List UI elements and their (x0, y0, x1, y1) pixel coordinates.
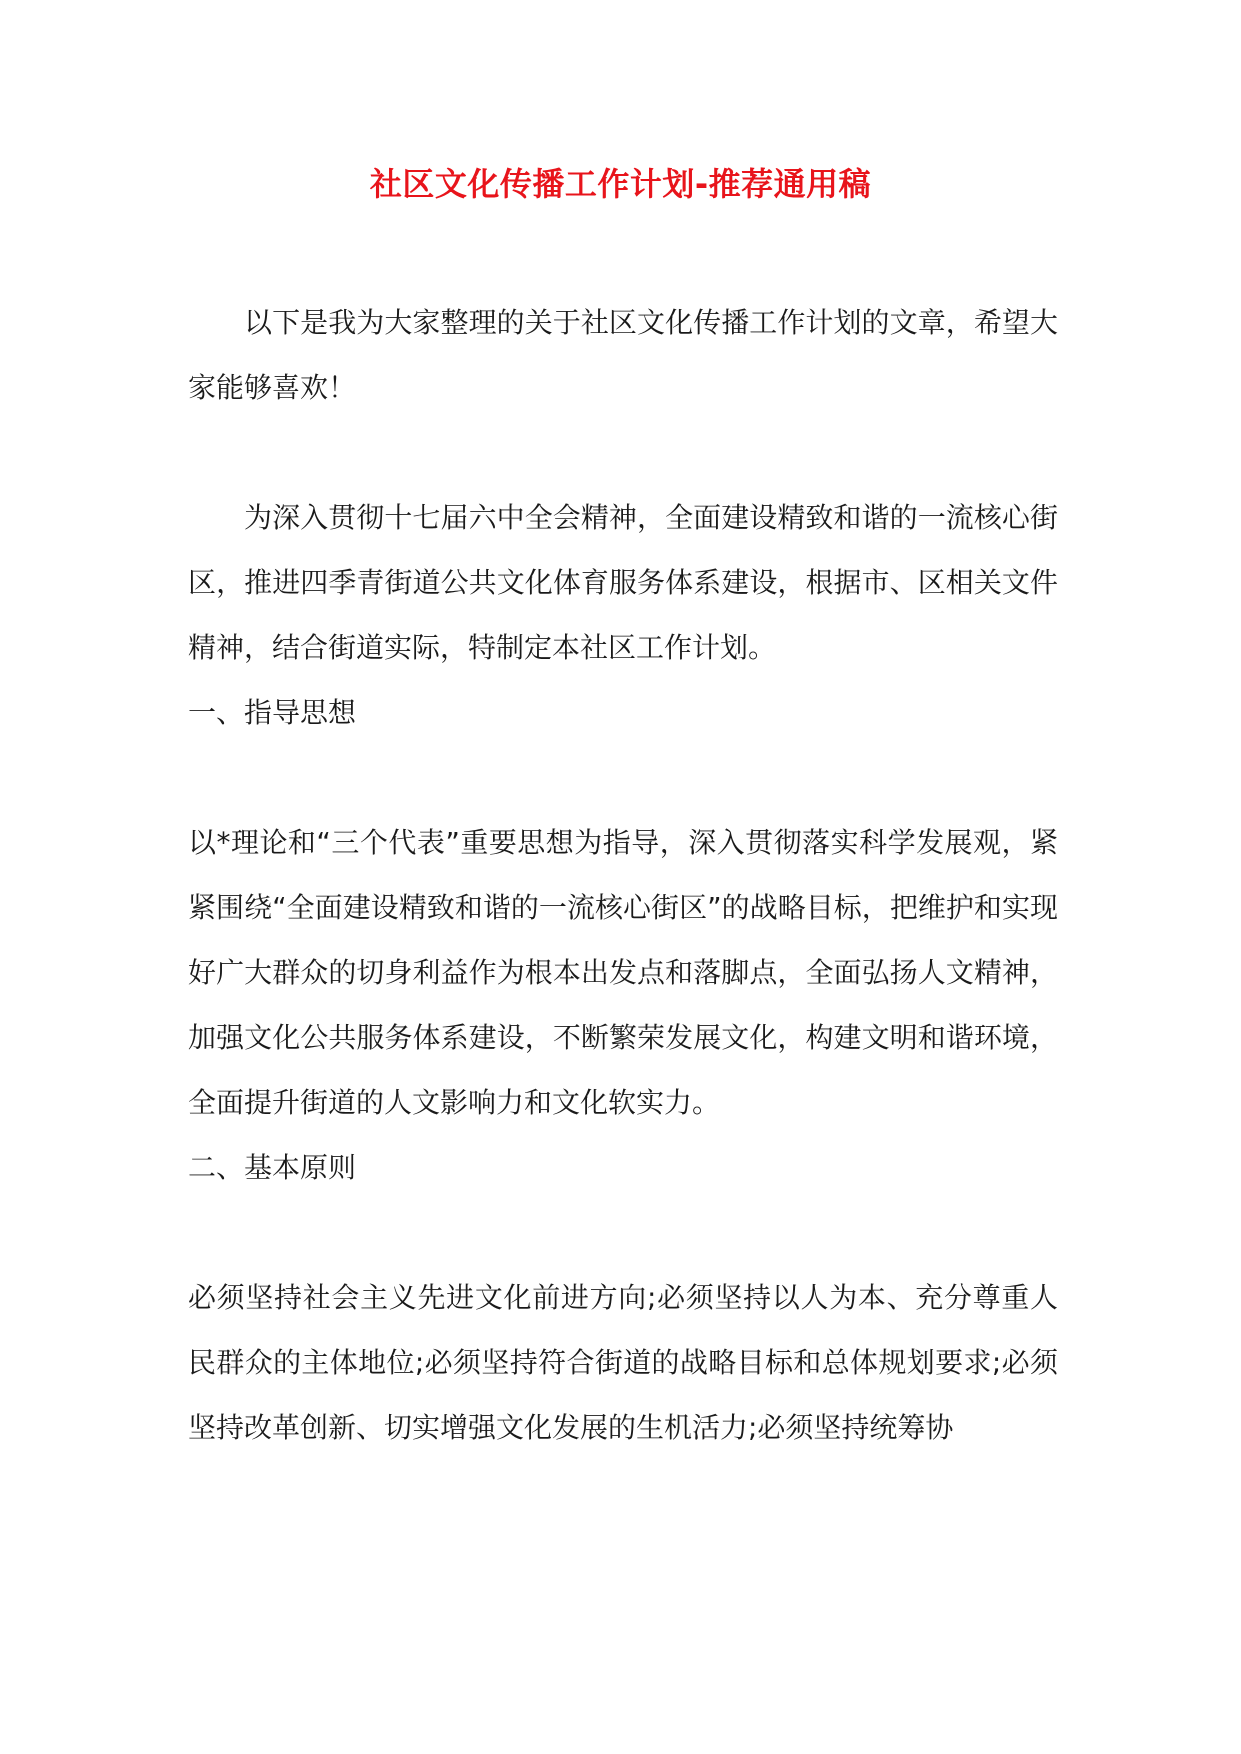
purpose-paragraph: 为深入贯彻十七届六中全会精神，全面建设精致和谐的一流核心街区，推进四季青街道公共文化体育服务体系建设，根据市、区相关文件精神，结合街道实际，特制定本社区工作计划。 (188, 501, 1058, 664)
document-body (188, 290, 1058, 1460)
section-heading-guiding-ideology: 一、指导思想 (188, 696, 357, 729)
section-heading-basic-principles: 二、基本原则 (188, 1151, 357, 1184)
section-body-guiding-ideology: 以*理论和“三个代表”重要思想为指导，深入贯彻落实科学发展观，紧紧围绕“全面建设精致和谐的一流核心街区”的战略目标，把维护和实现好广大群众的切身利益作为根本出发点和落脚点，全面弘扬人文精神，加强文化公共服务体系建设，不断繁荣发展文化，构建文明和谐环境，全面提升街道的人文影响力和文化软实力。 (188, 826, 1058, 1119)
intro-paragraph: 以下是我为大家整理的关于社区文化传播工作计划的文章，希望大家能够喜欢！ (188, 306, 1058, 404)
section-body-basic-principles: 必须坚持社会主义先进文化前进方向;必须坚持以人为本、充分尊重人民群众的主体地位;必须坚持符合街道的战略目标和总体规划要求;必须坚持改革创新、切实增强文化发展的生机活力;必须坚持统筹协 (188, 1281, 1058, 1444)
document-title: 社区文化传播工作计划-推荐通用稿 (369, 165, 872, 203)
